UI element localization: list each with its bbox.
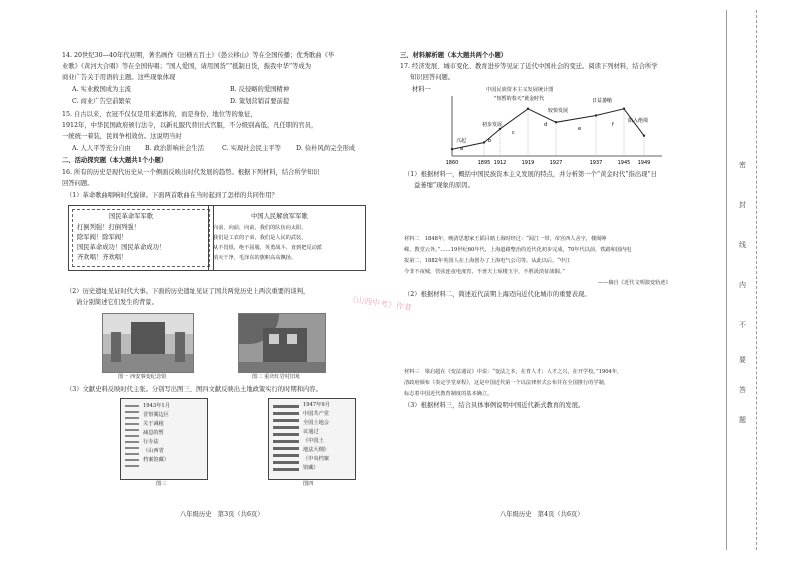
chart-point-label: f: [612, 122, 614, 128]
chart-annotation: 日益萎缩: [592, 98, 613, 104]
chart-x-tick-label: 1895: [477, 160, 491, 166]
song-2-line: 向前，向前，向前，我们的队伍向太阳，: [213, 225, 307, 231]
fig3-document: [120, 398, 208, 480]
fig4-doc-line: 议通过: [303, 429, 319, 435]
chart-title: 中国民族资本主义发展统计图: [486, 87, 554, 93]
q14-option-b: B. 反侵略的爱国精神: [230, 86, 290, 93]
q16-sub2-line2: 请分别简述它们发生的背景。: [76, 299, 158, 306]
fig4-text-block: [273, 405, 299, 471]
q15-option-c: C. 实现社会民主平等: [222, 145, 281, 152]
chart-x-tick-label: 1860: [445, 160, 459, 166]
chart-x-tick-label: 1919: [521, 160, 535, 166]
fig4-doc-line: 地法大纲》: [303, 447, 329, 453]
fig3-doc-line: 减息的暂: [143, 430, 164, 436]
seal-line-right: [756, 10, 757, 550]
chart-annotation: “短暂的春天”黄金时代: [494, 96, 545, 102]
page-4-footer: 八年级历史 第4页（共6页）: [500, 511, 584, 518]
q16-sub3: （3）文献史料反映时代主张。分别写出图三、图四文献反映出土地政策实行的时期和内容。: [66, 386, 322, 393]
section-3-heading: 三、材料解析题（本大题共两个小题）: [400, 52, 508, 59]
q16-line2: 回答问题。: [62, 180, 94, 187]
fig3-doc-line: 档案馆藏）: [143, 457, 169, 463]
song-box-2: [208, 205, 366, 271]
song-1-line: 打倒列强！打倒列强！: [77, 224, 140, 231]
song-2-line: 消灭干净，毛泽东的旗帜高高飘扬。: [213, 255, 297, 261]
hongyan-village-site-photo: [238, 313, 326, 373]
q16-line1: 16. 所有的历史是现代历史从一个侧面反映出时代发展的趋势。根据下列材料，结合所学知识: [62, 169, 320, 176]
q14-option-c: C. 商业广告空前繁荣: [72, 98, 131, 105]
q15-line1: 15. 自古以来，衣冠不仅仅是用来遮体的，而是身份、地位等的象征，: [62, 111, 257, 118]
seal-char: 线: [739, 241, 746, 249]
fig4-doc-line: （中央档案: [303, 456, 329, 462]
q15-line3: 一统统一着装，民间争相效仿。这说明当时: [62, 133, 182, 140]
chart-x-tick-label: 1949: [637, 160, 651, 166]
q14-option-d: D. 策划营销首要前提: [230, 98, 290, 105]
fig4-doc-line: 中国共产党: [303, 411, 329, 417]
song-2-line: 从不畏惧，绝不屈服，英勇战斗，直到把反动派: [213, 245, 322, 251]
q15-option-d: D. 俭朴风尚完全形成: [296, 145, 356, 152]
chart-point-label: b: [488, 138, 492, 144]
q16-sub2-line1: （2）历史遗址见证时代大事。下面的历史遗址见证了国共两党历史上两次重要的谈判，: [66, 288, 310, 295]
fig3-doc-line: （山西省: [143, 448, 164, 454]
q16-sub1: （1）革命歌曲唱响时代旋律。下面两首歌曲在当时起到了怎样的共同作用？: [66, 192, 278, 199]
seal-char: 题: [739, 416, 746, 424]
material-1-label: 材料一: [412, 86, 431, 93]
q17-sub1-line2: 益萎缩”现象的原因。: [414, 182, 474, 189]
q17-line2: 知识回答问题。: [410, 74, 455, 81]
song-2-title: 中国人民解放军军歌: [251, 213, 308, 220]
song-1-line: 国民革命成功！国民革命成功！: [77, 244, 166, 251]
q14-line2: 业歌》《黄河大合唱》等在全国传唱；“国人爱国，请用国货”“抵制日货，振我中华”等成为: [62, 63, 312, 70]
song-1-line: 齐欢唱！齐欢唱！: [77, 254, 128, 261]
material-3-line: 标志着中国近代教育制度的基本确立。: [404, 391, 493, 397]
chart-annotation: 兴起: [456, 138, 467, 144]
material-2-line: 报第二，1882年英国人在上海创办了上海电气公司等。从此以后，“申江: [404, 258, 571, 264]
fig3-label: 图三: [156, 481, 167, 487]
watermark: 《山西中考》作者: [347, 294, 413, 313]
fig3-doc-line: 行办法: [143, 439, 159, 445]
chart-series-line: [452, 109, 644, 150]
chart-x-tick-label: 1912: [493, 160, 507, 166]
xian-incident-memorial-photo: [102, 313, 194, 373]
material-2-line: 嵘，教堂云外。”……19世纪60年代，上海道路整治的近代化初步完成，70年代以前，铁路和国内电: [404, 247, 632, 253]
chart-point-label: a: [460, 146, 464, 152]
fig4-doc-line: 1947年9月: [303, 402, 330, 408]
seal-char: 答: [739, 386, 746, 394]
chart-x-tick-label: 1945: [617, 160, 631, 166]
fig2-caption: 图二 重庆红岩村旧址: [252, 374, 301, 380]
q15-line2: 1912年，中华民国政府颁行法令，以新礼服代替旧式官服，不分级别高低，凡任职的官员，: [62, 122, 318, 129]
material-2-line: 今非不夜城，管弦连夜电度宵，不啻天上琼楼玉宇，不胜汲淡征战铜。”: [404, 269, 565, 275]
fig3-doc-line: 晋察冀边区: [143, 412, 169, 418]
seal-char: 要: [739, 356, 746, 364]
song-box-1: [68, 205, 214, 271]
fig3-doc-line: 1943年1月: [143, 403, 170, 409]
seal-char: 密: [739, 161, 746, 169]
seal-char: 封: [739, 201, 746, 209]
chart-annotation: 陷入绝境: [628, 118, 649, 124]
material-2-source: ——摘自《近代文明演变轨迹》: [598, 280, 671, 286]
capitalism-chart: [440, 94, 680, 170]
fig4-doc-line: 馆藏）: [303, 465, 319, 471]
seal-char: 不: [739, 321, 746, 329]
chart-annotation: 初步发展: [482, 122, 503, 128]
q17-line1: 17. 经济发展、城市变化、教育进步等见证了近代中国社会的变迁。阅读下列材料，结合所学: [400, 63, 658, 70]
chart-x-tick-label: 1927: [549, 160, 563, 166]
song-1-title: 国民革命军军歌: [109, 213, 154, 220]
chart-x-tick-label: 1937: [589, 160, 603, 166]
fig4-doc-line: 《中国土: [303, 438, 324, 444]
fig3-doc-line: 关于减租: [143, 421, 164, 427]
seal-line-left: [726, 10, 727, 550]
q15-option-a: A. 人人平等充分自由: [72, 145, 131, 152]
q17-sub2: （2）根据材料二，简述近代前期上海迈向近代化城市的重要表现。: [404, 291, 591, 298]
seal-char: 内: [739, 281, 746, 289]
page-3-footer: 八年级历史 第3页（共6页）: [180, 511, 264, 518]
fig4-doc-line: 全国土地会: [303, 420, 329, 426]
q14-line1: 14. 20世纪30—40年代初期，著名画作《田横五百士》《愚公移山》等在全国传播；优秀歌曲《毕: [62, 52, 335, 59]
q15-option-b: B. 政治影响社会生活: [145, 145, 205, 152]
fig4-document: [268, 398, 356, 480]
q14-line3: 商业广告关于用语的主题。这些现象体现: [62, 74, 176, 81]
fig3-text-block: [125, 405, 139, 471]
chart-point-label: c: [512, 130, 515, 136]
material-2-line: 材料二 1848年，晚清思想家王韬目睹上海时经过：“阅江一带，帝宫西人舍宇，楼阁峥: [404, 236, 607, 242]
chart-annotation: 较快发展: [548, 108, 569, 114]
section-2-heading: 二、活动探究题（本大题共1个小题）: [62, 157, 168, 164]
q17-sub3: （3）根据材料三，结合具体事例说明中国近代新式教育的发展。: [404, 402, 585, 409]
fig1-caption: 图一 西安事变纪念馆: [118, 374, 167, 380]
q17-sub1-line1: （1）根据材料一，概括中国民族资本主义发展的特点，并分析第一个“黄金时代”指出现“日: [404, 171, 657, 178]
material-3-line: 清政府颁布《奏定学堂章程》，这是中国近代第一个以法律形式公布并在全国推行的学制，: [404, 380, 609, 386]
material-3-line: 材料三 梁启超在《变法通议》中说：“变法之本，在育人才；人才之兴，在开学校。”1904年，: [404, 369, 623, 375]
chart-point-label: e: [578, 126, 582, 132]
q14-option-a: A. 实业救国成为主流: [72, 86, 131, 93]
chart-point-label: d: [544, 122, 548, 128]
song-2-line: 我们是工农的子弟，我们是人民的武装，: [213, 235, 307, 241]
fig4-label: 图四: [303, 481, 314, 487]
song-1-line: 除军阀！除军阀！: [77, 234, 128, 241]
